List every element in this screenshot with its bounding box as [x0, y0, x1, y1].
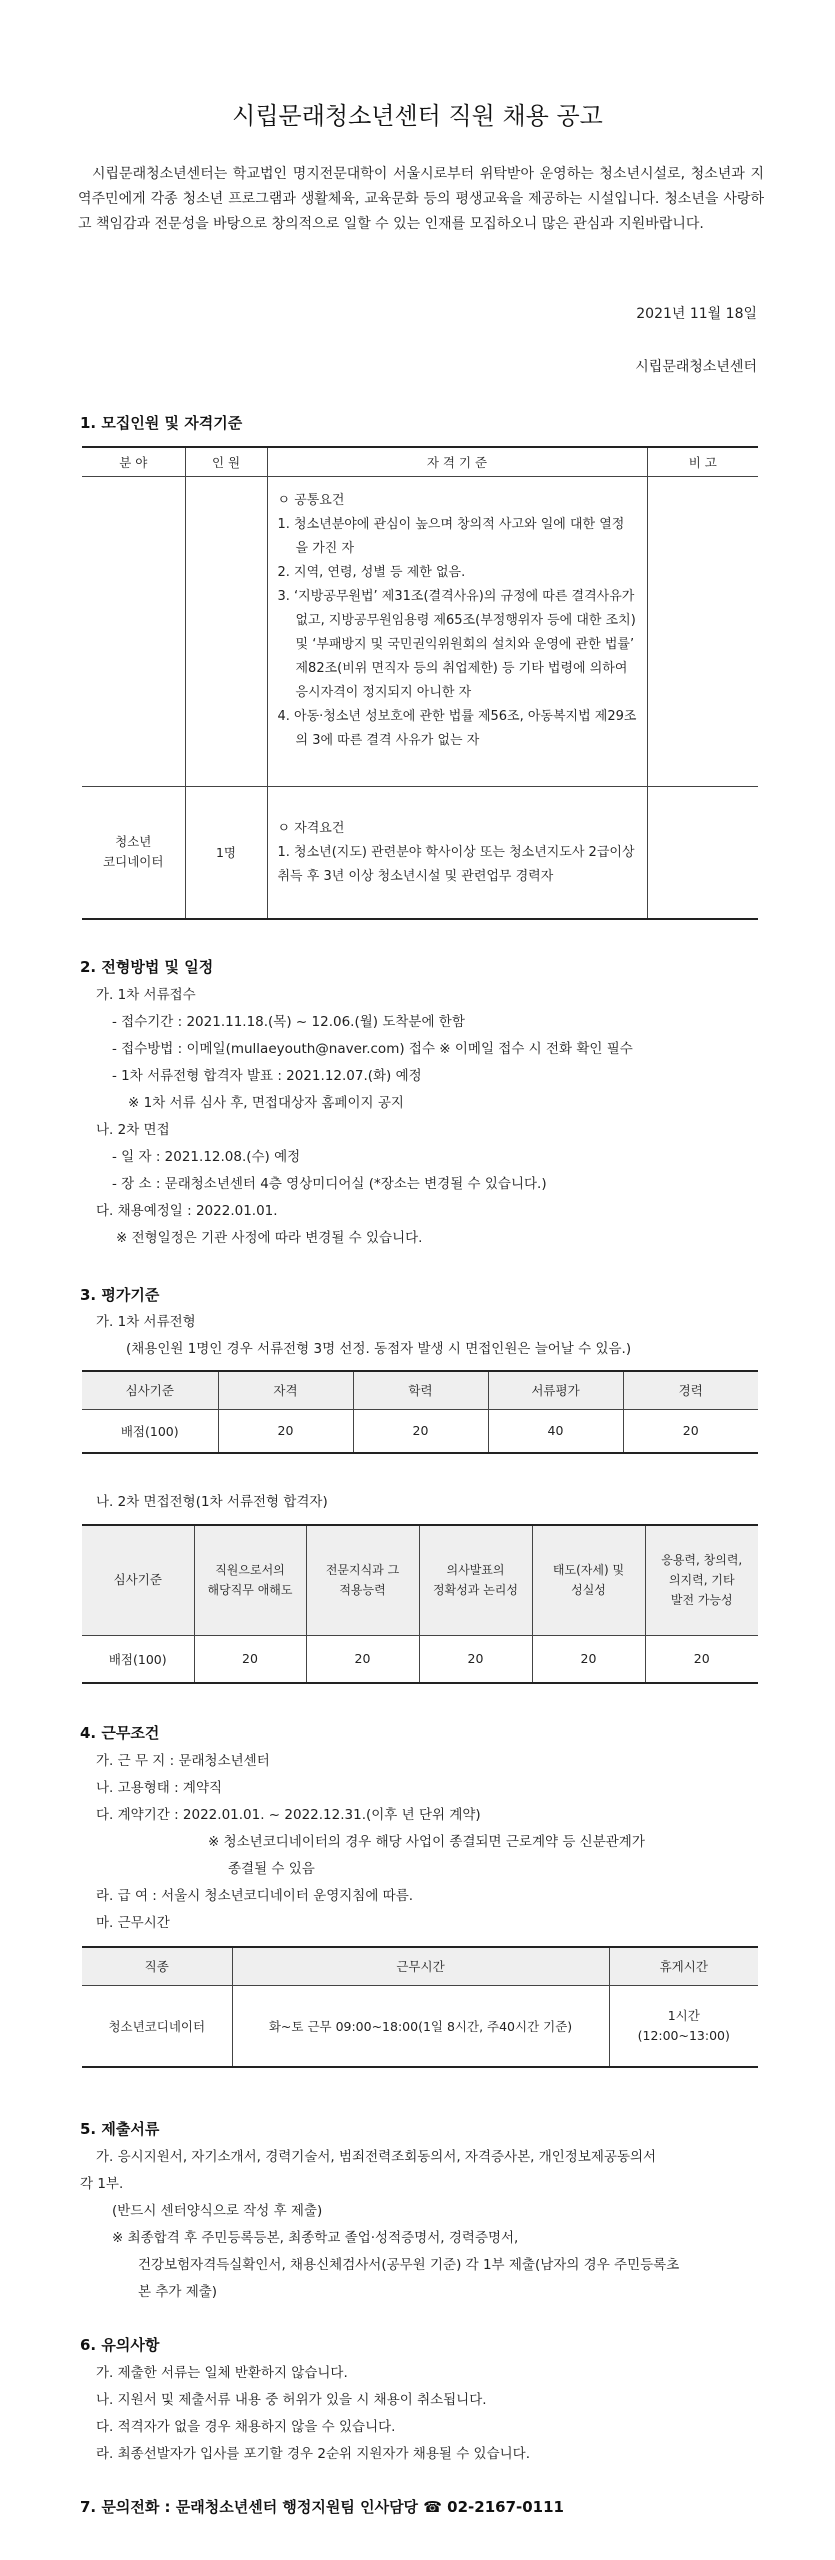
interview-score-cell: 20: [194, 1635, 306, 1683]
interview-header: 의사발표의 정확성과 논리성: [419, 1525, 532, 1635]
evaluation-sub-1: 가. 1차 서류전형: [96, 1314, 196, 1330]
hours-header: 근무시간: [232, 1947, 609, 1985]
document-line: (반드시 센터양식으로 작성 후 제출): [112, 2203, 323, 2219]
common-requirements: [267, 477, 647, 787]
header-count: 인 원: [185, 447, 267, 477]
doc-score-cell: 20: [623, 1409, 758, 1453]
schedule-line: 가. 1차 서류접수: [96, 987, 196, 1003]
document-note: 건강보험자격득실확인서, 채용신체검사서(공무원 기준) 각 1부 제출(남자의 경우 주민등록초: [138, 2257, 680, 2273]
work-hours-table: [82, 1946, 758, 2068]
document-line: 각 1부.: [80, 2176, 124, 2192]
interview-score-cell: 20: [306, 1635, 419, 1683]
interview-score-cell: 20: [532, 1635, 645, 1683]
work-condition-line: 라. 급 여 : 서울시 청소년코디네이터 운영지침에 따름.: [96, 1888, 414, 1904]
common-requirements-title: ㅇ 공통요건: [277, 493, 345, 508]
section-7-contact: 7. 문의전화 : 문래청소년센터 행정지원팀 인사담당 ☎ 02-2167-0111: [80, 2498, 564, 2516]
section-1-heading: 1. 모집인원 및 자격기준: [80, 414, 243, 432]
section-5-heading: 5. 제출서류: [80, 2120, 160, 2138]
remark-cell: [647, 787, 758, 919]
doc-score-cell: 배점(100): [120, 1423, 179, 1439]
interview-header: 응용력, 창의력, 의지력, 기타 발전 가능성: [645, 1525, 758, 1635]
work-condition-line: 다. 계약기간 : 2022.01.01. ~ 2022.12.31.(이후 년 단위 계약): [96, 1807, 481, 1823]
interview-score-cell: 20: [645, 1635, 758, 1683]
doc-header: 자격: [218, 1371, 353, 1409]
notice-organization: 시립문래청소년센터: [635, 359, 757, 375]
doc-header: 학력: [353, 1371, 488, 1409]
section-4-heading: 4. 근무조건: [80, 1724, 160, 1742]
header-remark: 비 고: [647, 447, 758, 477]
common-item: 3. ‘지방공무원법’ 제31조(결격사유)의 규정에 따른 결격사유가 없고, 지방공무원임용령 제65조(부정행위자 등에 대한 조치) 및 ‘부패방지 및 국민권익위원회의 설치와 운영에 관한 법률’ 제82조(비위 면직자 등의 취업제한) 등 기타 법령에 의하여 응시자격이 정지되지 아니한 자: [277, 589, 636, 700]
work-condition-line: 나. 고용형태 : 계약직: [96, 1780, 223, 1796]
break-time-cell: 1시간 (12:00~13:00): [609, 1985, 758, 2067]
notice-line: 가. 제출한 서류는 일체 반환하지 않습니다.: [96, 2365, 348, 2381]
schedule-line: - 접수방법 : 이메일(mullaeyouth@naver.com) 접수 ※ 이메일 접수 시 전화 확인 필수: [112, 1041, 633, 1057]
interview-score-cell: 20: [419, 1635, 532, 1683]
schedule-note: ※ 전형일정은 기관 사정에 따라 변경될 수 있습니다.: [116, 1230, 423, 1246]
qualification-requirements: [267, 787, 647, 919]
header-criteria: 자 격 기 준: [267, 447, 647, 477]
qualification-table: [82, 446, 758, 920]
doc-header: 심사기준: [82, 1371, 218, 1409]
header-field: 분 야: [82, 447, 185, 477]
common-item: 2. 지역, 연령, 성별 등 제한 없음.: [277, 565, 466, 580]
schedule-line: 다. 채용예정일 : 2022.01.01.: [96, 1203, 278, 1219]
work-condition-line: 가. 근 무 지 : 문래청소년센터: [96, 1753, 270, 1769]
doc-score-cell: 40: [488, 1409, 623, 1453]
schedule-line: - 일 자 : 2021.12.08.(수) 예정: [112, 1149, 301, 1165]
notice-date: 2021년 11월 18일: [636, 306, 757, 322]
page-title: 시립문래청소년센터 직원 채용 공고: [232, 102, 603, 130]
schedule-note: ※ 1차 서류 심사 후, 면접대상자 홈페이지 공지: [128, 1095, 404, 1111]
work-condition-note: ※ 청소년코디네이터의 경우 해당 사업이 종결되면 근로계약 등 신분관계가: [208, 1834, 645, 1850]
document-note: ※ 최종합격 후 주민등록등본, 최종학교 졸업·성적증명서, 경력증명서,: [112, 2230, 519, 2246]
interview-score-table: [82, 1524, 758, 1684]
job-type-cell: 청소년코디네이터: [108, 2018, 206, 2034]
doc-score-cell: 20: [353, 1409, 488, 1453]
qualification-text: 1. 청소년(지도) 관련분야 학사이상 또는 청소년지도사 2급이상 취득 후 3년 이상 청소년시설 및 관련업무 경력자: [277, 845, 635, 885]
section-6-heading: 6. 유의사항: [80, 2336, 160, 2354]
recruit-count: 1명: [185, 787, 267, 919]
hours-header: 직종: [82, 1947, 232, 1985]
interview-score-cell: 배점(100): [108, 1651, 167, 1667]
doc-header: 서류평가: [488, 1371, 623, 1409]
qualification-title: ㅇ 자격요건: [277, 821, 345, 837]
field-name: 청소년 코디네이터: [82, 787, 185, 919]
evaluation-sub-2: 나. 2차 면접전형(1차 서류전형 합격자): [96, 1494, 328, 1510]
document-line: 가. 응시지원서, 자기소개서, 경력기술서, 범죄전력조회동의서, 자격증사본, 개인정보제공동의서: [96, 2149, 657, 2165]
intro-paragraph: 시립문래청소년센터는 학교법인 명지전문대학이 서울시로부터 위탁받아 운영하는 청소년시설로, 청소년과 지역주민에게 각종 청소년 프로그램과 생활체육, 교육문화 등의 평생교육을 제공하는 시설입니다. 청소년을 사랑하고 책임감과 전문성을 바탕으로 창의적으로 일할 수 있는 인재를 모집하오니 많은 관심과 지원바랍니다.: [78, 166, 764, 232]
document-score-table: [82, 1370, 758, 1454]
interview-header: 심사기준: [82, 1525, 194, 1635]
evaluation-note: (채용인원 1명인 경우 서류전형 3명 선정. 동점자 발생 시 면접인원은 늘어날 수 있음.): [126, 1341, 632, 1357]
notice-line: 다. 적격자가 없을 경우 채용하지 않을 수 있습니다.: [96, 2419, 396, 2435]
common-item: 1. 청소년분야에 관심이 높으며 창의적 사고와 일에 대한 열정을 가진 자: [277, 517, 625, 556]
interview-header: 전문지식과 그 적용능력: [306, 1525, 419, 1635]
notice-line: 라. 최종선발자가 입사를 포기할 경우 2순위 지원자가 채용될 수 있습니다.: [96, 2446, 530, 2462]
work-condition-line: 마. 근무시간: [96, 1915, 170, 1931]
interview-header: 직원으로서의 해당직무 애해도: [194, 1525, 306, 1635]
section-3-heading: 3. 평가기준: [80, 1286, 160, 1304]
interview-header: 태도(자세) 및 성실성: [532, 1525, 645, 1635]
doc-score-cell: 20: [218, 1409, 353, 1453]
schedule-line: - 1차 서류전형 합격자 발표 : 2021.12.07.(화) 예정: [112, 1068, 422, 1084]
doc-header: 경력: [623, 1371, 758, 1409]
hours-header: 휴게시간: [609, 1947, 758, 1985]
schedule-line: - 장 소 : 문래청소년센터 4층 영상미디어실 (*장소는 변경될 수 있습니다.): [112, 1176, 547, 1192]
common-item: 4. 아동·청소년 성보호에 관한 법률 제56조, 아동복지법 제29조의 3에 따른 결격 사유가 없는 자: [277, 709, 637, 748]
work-condition-note: 종결될 수 있음: [228, 1861, 315, 1877]
schedule-line: 나. 2차 면접: [96, 1122, 170, 1138]
schedule-line: - 접수기간 : 2021.11.18.(목) ~ 12.06.(월) 도착분에 한함: [112, 1014, 465, 1030]
section-2-heading: 2. 전형방법 및 일정: [80, 958, 214, 976]
notice-line: 나. 지원서 및 제출서류 내용 중 허위가 있을 시 채용이 취소됩니다.: [96, 2392, 487, 2408]
document-note: 본 추가 제출): [138, 2284, 218, 2300]
work-hours-cell: 화~토 근무 09:00~18:00(1일 8시간, 주40시간 기준): [232, 1985, 609, 2067]
